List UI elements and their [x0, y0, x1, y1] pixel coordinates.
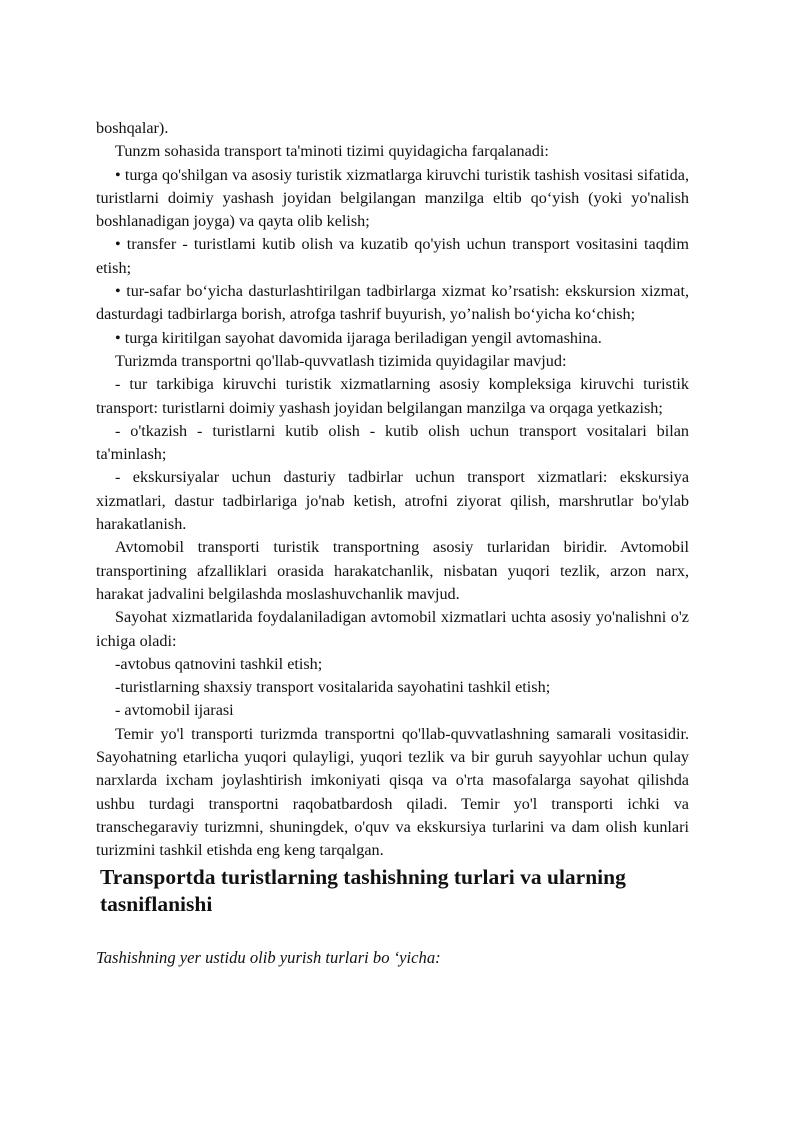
dash-item: - tur tarkibiga kiruvchi turistik xizmatlarning asosiy kompleksiga kiruvchi turistik transport: turistlarni doimiy yashash joyidan belgilangan manzilga va orqaga yetkazish; — [96, 375, 689, 417]
dash-item: -turistlarning shaxsiy transport vositalarida sayohatini tashkil etish; — [115, 678, 551, 697]
dash-item: - avtomobil ijarasi — [115, 701, 234, 720]
dash-item: - ekskursiyalar uchun dasturiy tadbirlar uchun transport xizmatlari: ekskursiya xizmatlari, dastur tadbirlariga jo'nab ketish, atrofni ziyorat qilish, marshrutlar bo'ylab harakatlanish. — [96, 468, 689, 534]
bullet-item: • tur-safar bo‘yicha dasturlashtirilgan tadbirlarga xizmat ko’rsatish: ekskursion xizmat, dasturdagi tadbirlarga borish, atrofga tashrif buyurish, yo’nalish bo‘yicha ko‘chish; — [96, 282, 689, 324]
bullet-item: • turga kiritilgan sayohat davomida ijaraga beriladigan yengil avtomashina. — [115, 328, 602, 347]
paragraph: Tunzm sohasida transport ta'minoti tizimi quyidagicha farqalanadi: — [115, 142, 549, 161]
bullet-item: • transfer - turistlami kutib olish va kuzatib qo'yish uchun transport vositasini taqdim etish; — [96, 235, 689, 277]
dash-item: -avtobus qatnovini tashkil etish; — [115, 654, 323, 673]
paragraph: Turizmda transportni qo'llab-quvvatlash tizimida quyidagilar mavjud: — [115, 351, 567, 370]
paragraph: Sayohat xizmatlarida foydalaniladigan avtomobil xizmatlari uchta asosiy yo'nalishni o'z ichiga oladi: — [96, 608, 689, 650]
body-text — [96, 117, 689, 863]
dash-item: - o'tkazish - turistlarni kutib olish - kutib olish uchun transport vositalari bilan ta'minlash; — [96, 421, 689, 464]
section-heading: Transportda turistlarning tashishning turlari va ularning tasniflanishi — [100, 864, 626, 916]
paragraph: Avtomobil transporti turistik transportning asosiy turlaridan biridir. Avtomobil transportining afzalliklari orasida harakatchanlik, nisbatan yuqori tezlik, arzon narx, harakat jadvalini belgilashda moslashuvchanlik mavjud. — [96, 538, 689, 603]
bullet-item: • turga qo'shilgan va asosiy turistik xizmatlarga kiruvchi turistik tashish vositasi sifatida, turistlarni doimiy yashash joyidan belgilangan manzilga eltib qo‘yish (yoki yo'nalish boshlanadigan joyga) va qayta olib kelish; — [96, 165, 689, 231]
paragraph: boshqalar). — [96, 119, 169, 137]
paragraph: Temir yo'l transporti turizmda transportni qo'llab-quvvatlashning samarali vositasidir. Sayohatning etarlicha yuqori qulayligi, yuqori tezlik va bir guruh sayyohlar uchun qulay narxlarda ixcham joylashtirish imkoniyati qisqa va o'rta masofalarga sayohat qilishda ushbu turdagi transportni raqobatbardosh qiladi. Temir yo'l transporti ichki va transchegaraviy turizmni, shuningdek, o'quv va ekskursiya turlarini va dam olish kunlari turizmini tashkil etishda eng keng tarqalgan. — [96, 724, 689, 860]
section-subheading: Tashishning yer ustidu olib yurish turlari bo ‘yicha: — [96, 947, 441, 967]
